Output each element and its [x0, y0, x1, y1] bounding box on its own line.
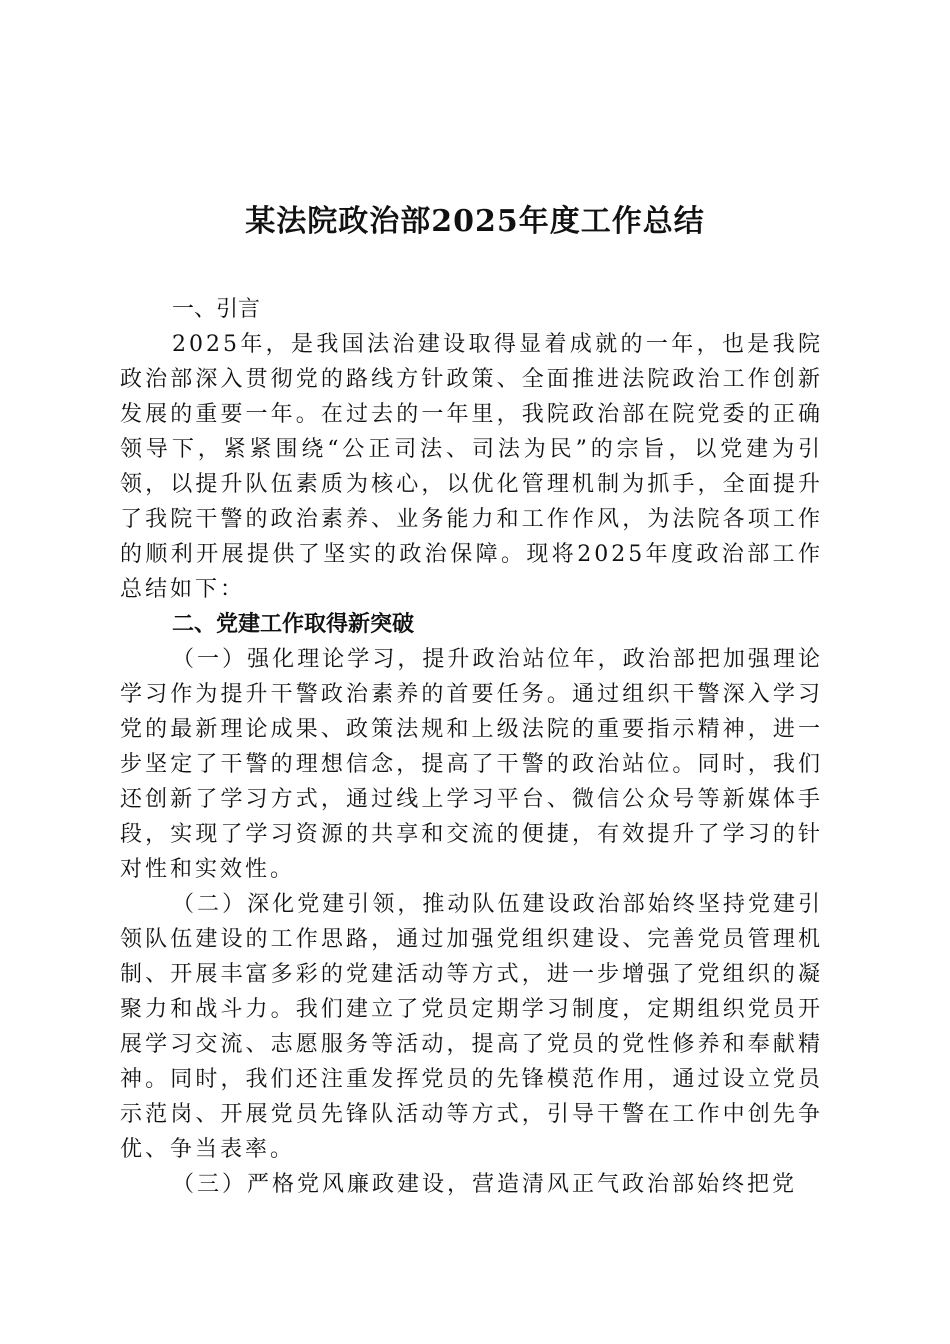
document-title: 某法院政治部2025年度工作总结 [245, 204, 705, 239]
party-building-paragraph-3: （三）严格党风廉政建设，营造清风正气政治部始终把党 [172, 1172, 798, 1197]
party-building-paragraph-1: （一）强化理论学习，提升政治站位年，政治部把加强理论学习作为提升干警政治素养的首要任务。通过组织干警深入学习党的最新理论成果、政策法规和上级法院的重要指示精神，进一步坚定了干警的理想信念，提高了干警的政治站位。同时，我们还创新了学习方式，通过线上学习平台、微信公众号等新媒体手段，实现了学习资源的共享和交流的便捷，有效提升了学习的针对性和实效性。 [120, 647, 823, 882]
section-heading-party-building: 二、党建工作取得新突破 [172, 612, 415, 637]
party-building-paragraph-2: （二）深化党建引领，推动队伍建设政治部始终坚持党建引领队伍建设的工作思路，通过加强党组织建设、完善党员管理机制、开展丰富多彩的党建活动等方式，进一步增强了党组织的凝聚力和战斗力。我们建立了党员定期学习制度，定期组织党员开展学习交流、志愿服务等活动，提高了党员的党性修养和奉献精神。同时，我们还注重发挥党员的先锋模范作用，通过设立党员示范岗、开展党员先锋队活动等方式，引导干警在工作中创先争优、争当表率。 [120, 892, 823, 1162]
section-heading-intro: 一、引言 [172, 297, 261, 322]
document-body [120, 292, 823, 1202]
intro-paragraph: 2025年，是我国法治建设取得显着成就的一年，也是我院政治部深入贯彻党的路线方针政策、全面推进法院政治工作创新发展的重要一年。在过去的一年里，我院政治部在院党委的正确领导下，紧紧围绕“公正司法、司法为民”的宗旨，以党建为引领，以提升队伍素质为核心，以优化管理机制为抓手，全面提升了我院干警的政治素养、业务能力和工作作风，为法院各项工作的顺利开展提供了坚实的政治保障。现将2025年度政治部工作总结如下： [120, 332, 823, 602]
